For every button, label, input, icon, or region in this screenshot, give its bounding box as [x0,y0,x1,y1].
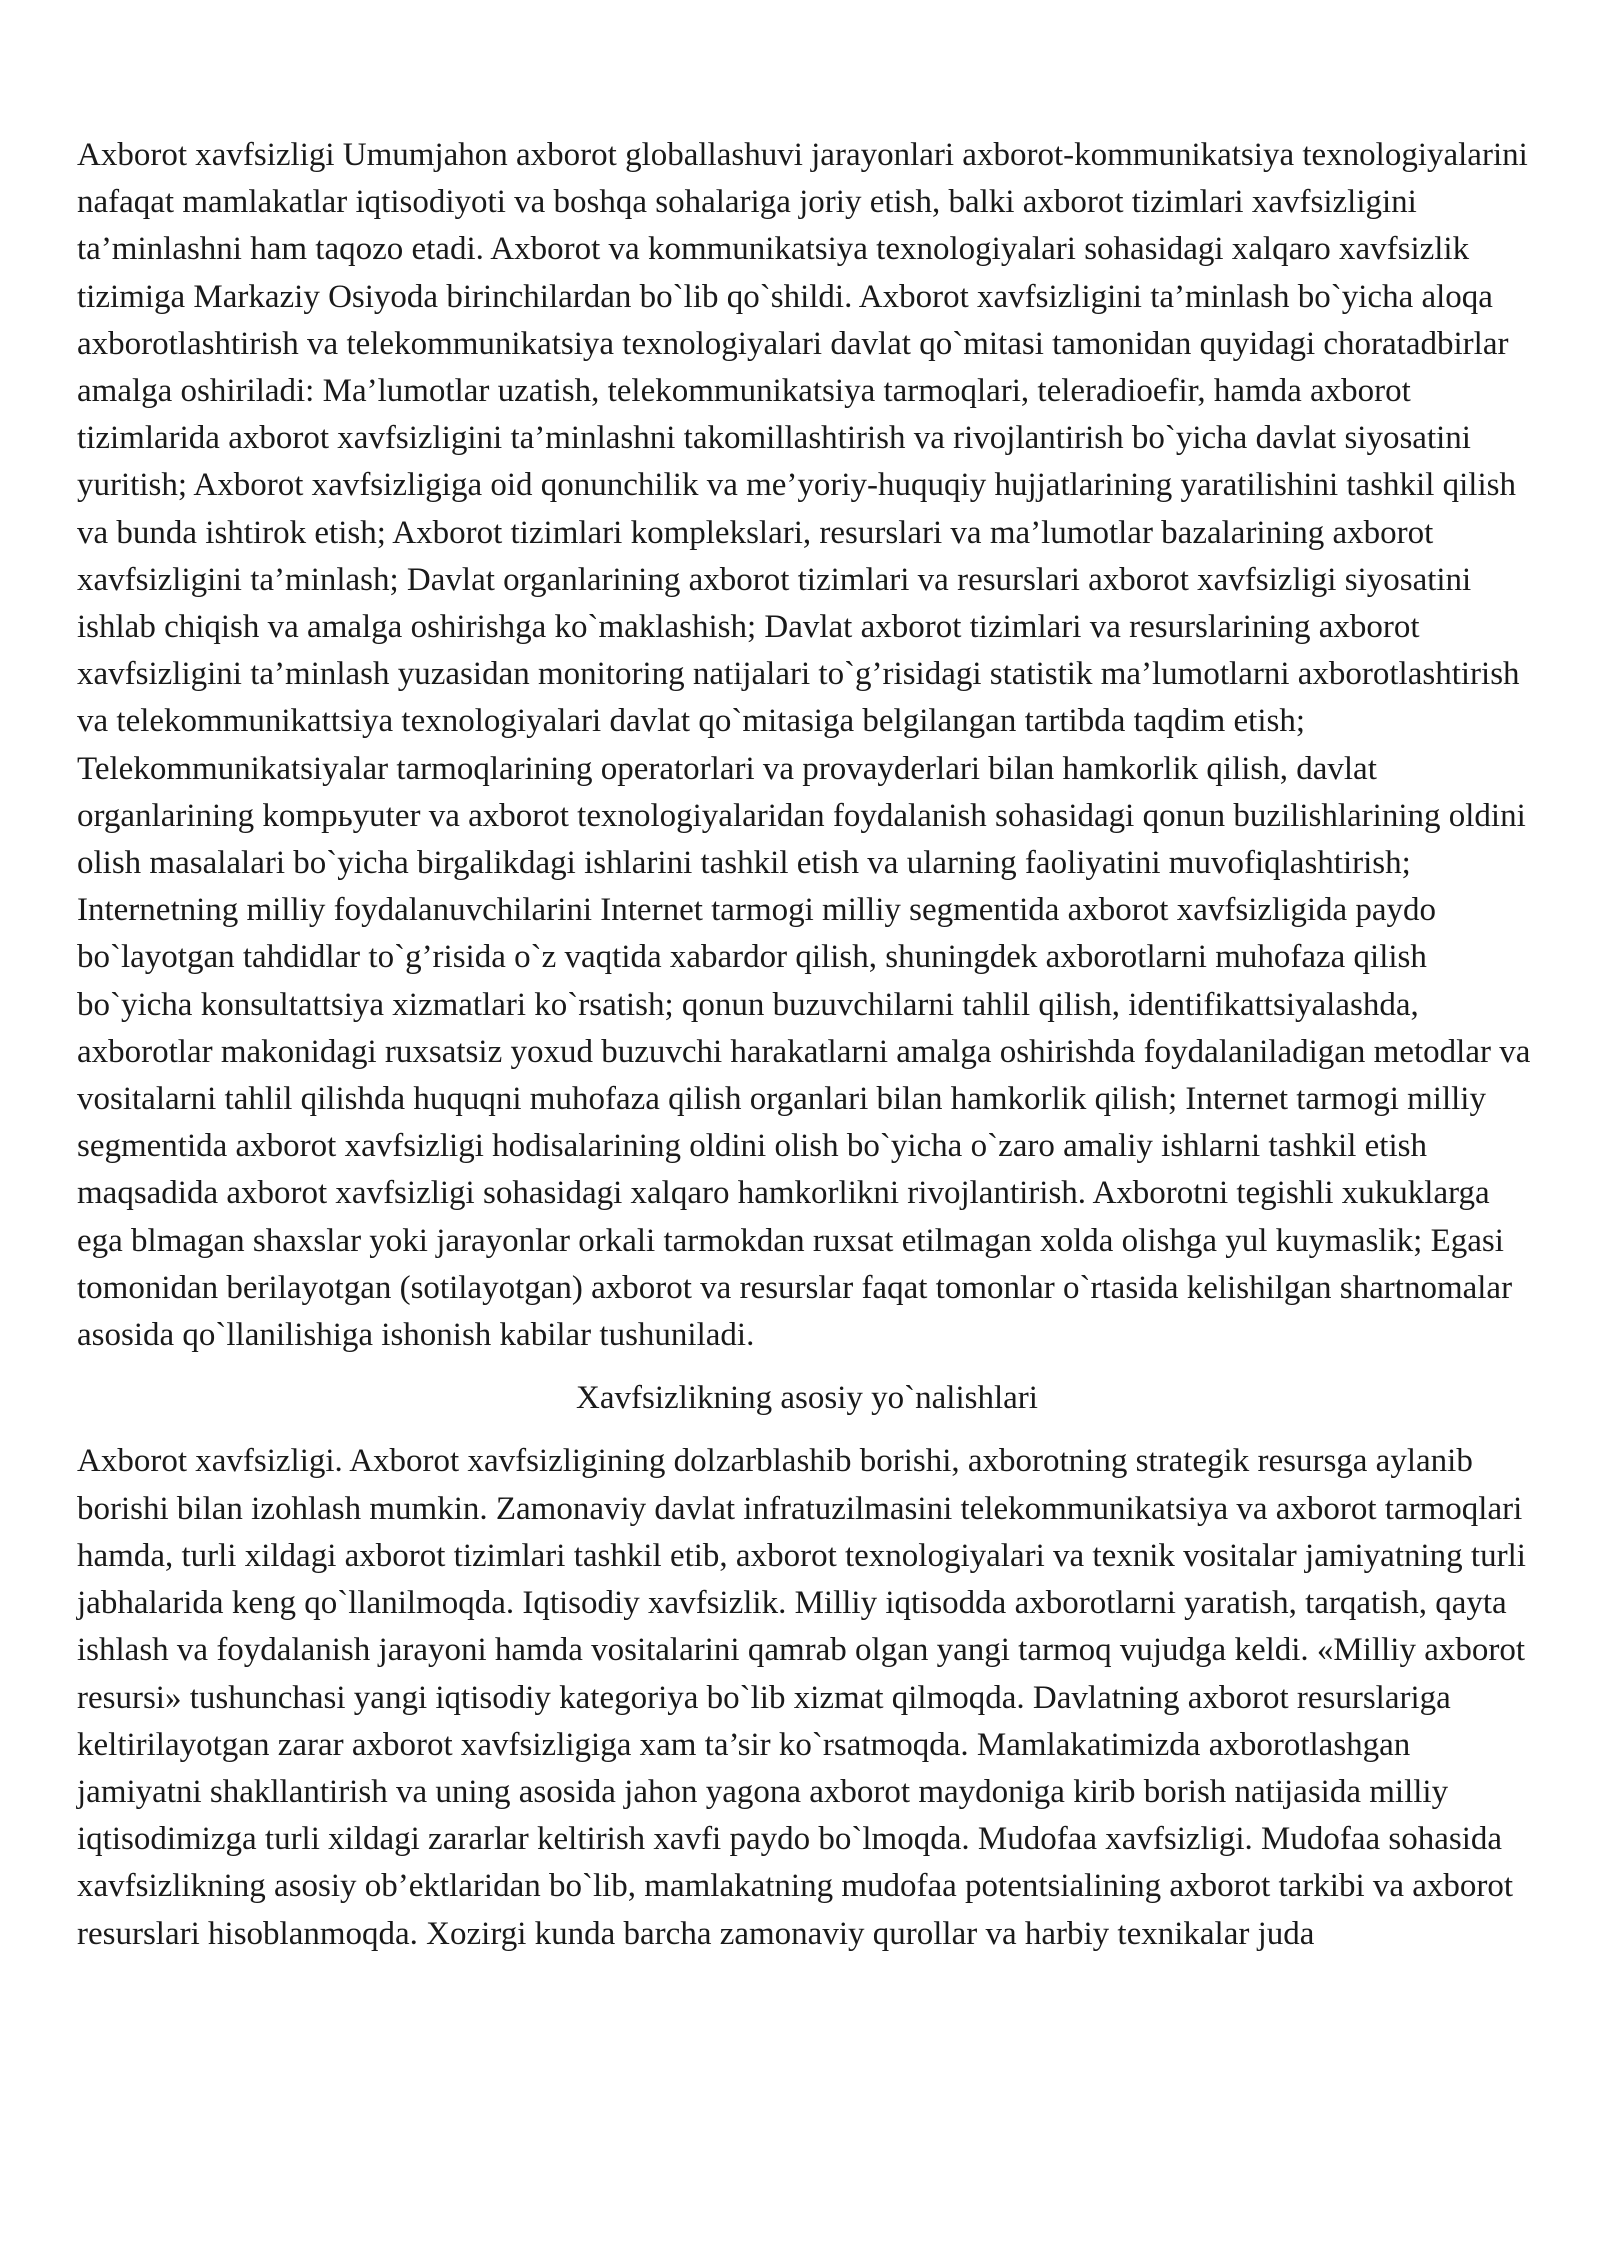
section-paragraph: Axborot xavfsizligi. Axborot xavfsizligining dolzarblashib borishi, axborotning strategik resursga aylanib borishi bilan izohlash mumkin. Zamonaviy davlat infratuzilmasini telekommunikatsiya va axborot tarmoqlari hamda, turli xildagi axborot tizimlari tashkil etib, axborot texnologiyalari va texnik vositalar jamiyatning turli jabhalarida keng qo`llanilmoqda. Iqtisodiy xavfsizlik. Milliy iqtisodda axborotlarni yaratish, tarqatish, qayta ishlash va foydalanish jarayoni hamda vositalarini qamrab olgan yangi tarmoq vujudga keldi. «Milliy axborot resursi» tushunchasi yangi iqtisodiy kategoriya bo`lib xizmat qilmoqda. Davlatning axborot resurslariga keltirilayotgan zarar axborot xavfsizligiga xam ta’sir ko`rsatmoqda. Mamlakatimizda axborotlashgan jamiyatni shakllantirish va uning asosida jahon yagona axborot maydoniga kirib borish natijasida milliy iqtisodimizga turli xildagi zararlar keltirish xavfi paydo bo`lmoqda. Mudofaa xavfsizligi. Mudofaa sohasida xavfsizlikning asosiy ob’ektlaridan bo`lib, mamlakatning mudofaa potentsialining axborot tarkibi va axborot resurslari hisoblanmoqda. Xozirgi kunda barcha zamonaviy qurollar va harbiy texnikalar juda [77,1443,1526,1952]
section-heading: Xavfsizlikning asosiy yo`nalishlari [576,1380,1038,1417]
document-page [77,132,1537,1958]
intro-paragraph: Axborot xavfsizligi Umumjahon axborot globallashuvi jarayonlari axborot-kommunikatsiya texnologiyalarini nafaqat mamlakatlar iqtisodiyoti va boshqa sohalariga joriy etish, balki axborot tizimlari xavfsizligini ta’minlashni ham taqozo etadi. Axborot va kommunikatsiya texnologiyalari sohasidagi xalqaro xavfsizlik tizimiga Markaziy Osiyoda birinchilardan bo`lib qo`shildi. Axborot xavfsizligini ta’minlash bo`yicha aloqa axborotlashtirish va telekommunikatsiya texnologiyalari davlat qo`mitasi tamonidan quyidagi choratadbirlar amalga oshiriladi: Ma’lumotlar uzatish, telekommunikatsiya tarmoqlari, teleradioefir, hamda axborot tizimlarida axborot xavfsizligini ta’minlashni takomillashtirish va rivojlantirish bo`yicha davlat siyosatini yuritish; Axborot xavfsizligiga oid qonunchilik va me’yoriy-huquqiy hujjatlarining yaratilishini tashkil qilish va bunda ishtirok etish; Axborot tizimlari komplekslari, resurslari va ma’lumotlar bazalarining axborot xavfsizligini ta’minlash; Davlat organlarining axborot tizimlari va resurslari axborot xavfsizligi siyosatini ishlab chiqish va amalga oshirishga ko`maklashish; Davlat axborot tizimlari va resurslarining axborot xavfsizligini ta’minlash yuzasidan monitoring natijalari to`g’risidagi statistik ma’lumotlarni axborotlashtirish va telekommunikattsiya texnologiyalari davlat qo`mitasiga belgilangan tartibda taqdim etish; Telekommunikatsiyalar tarmoqlarining operatorlari va provayderlari bilan hamkorlik qilish, davlat organlarining kompьyuter va axborot texnologiyalaridan foydalanish sohasidagi qonun buzilishlarining oldini olish masalalari bo`yicha birgalikdagi ishlarini tashkil etish va ularning faoliyatini muvofiqlashtirish; Internetning milliy foydalanuvchilarini Internet tarmogi milliy segmentida axborot xavfsizligida paydo bo`layotgan tahdidlar to`g’risida o`z vaqtida xabardor qilish, shuningdek axborotlarni muhofaza qilish bo`yicha konsultattsiya xizmatlari ko`rsatish; qonun buzuvchilarni tahlil qilish, identifikattsiyalashda, axborotlar makonidagi ruxsatsiz yoxud buzuvchi harakatlarni amalga oshirishda foydalaniladigan metodlar va vositalarni tahlil qilishda huquqni muhofaza qilish organlari bilan hamkorlik qilish; Internet tarmogi milliy segmentida axborot xavfsizligi hodisalarining oldini olish bo`yicha o`zaro amaliy ishlarni tashkil etish maqsadida axborot xavfsizligi sohasidagi xalqaro hamkorlikni rivojlantirish. Axborotni tegishli xukuklarga ega blmagan shaxslar yoki jarayonlar orkali tarmokdan ruxsat etilmagan xolda olishga yul kuymaslik; Egasi tomonidan berilayotgan (sotilayotgan) axborot va resurslar faqat tomonlar o`rtasida kelishilgan shartnomalar asosida qo`llanilishiga ishonish kabilar tushuniladi. [77,137,1531,1354]
